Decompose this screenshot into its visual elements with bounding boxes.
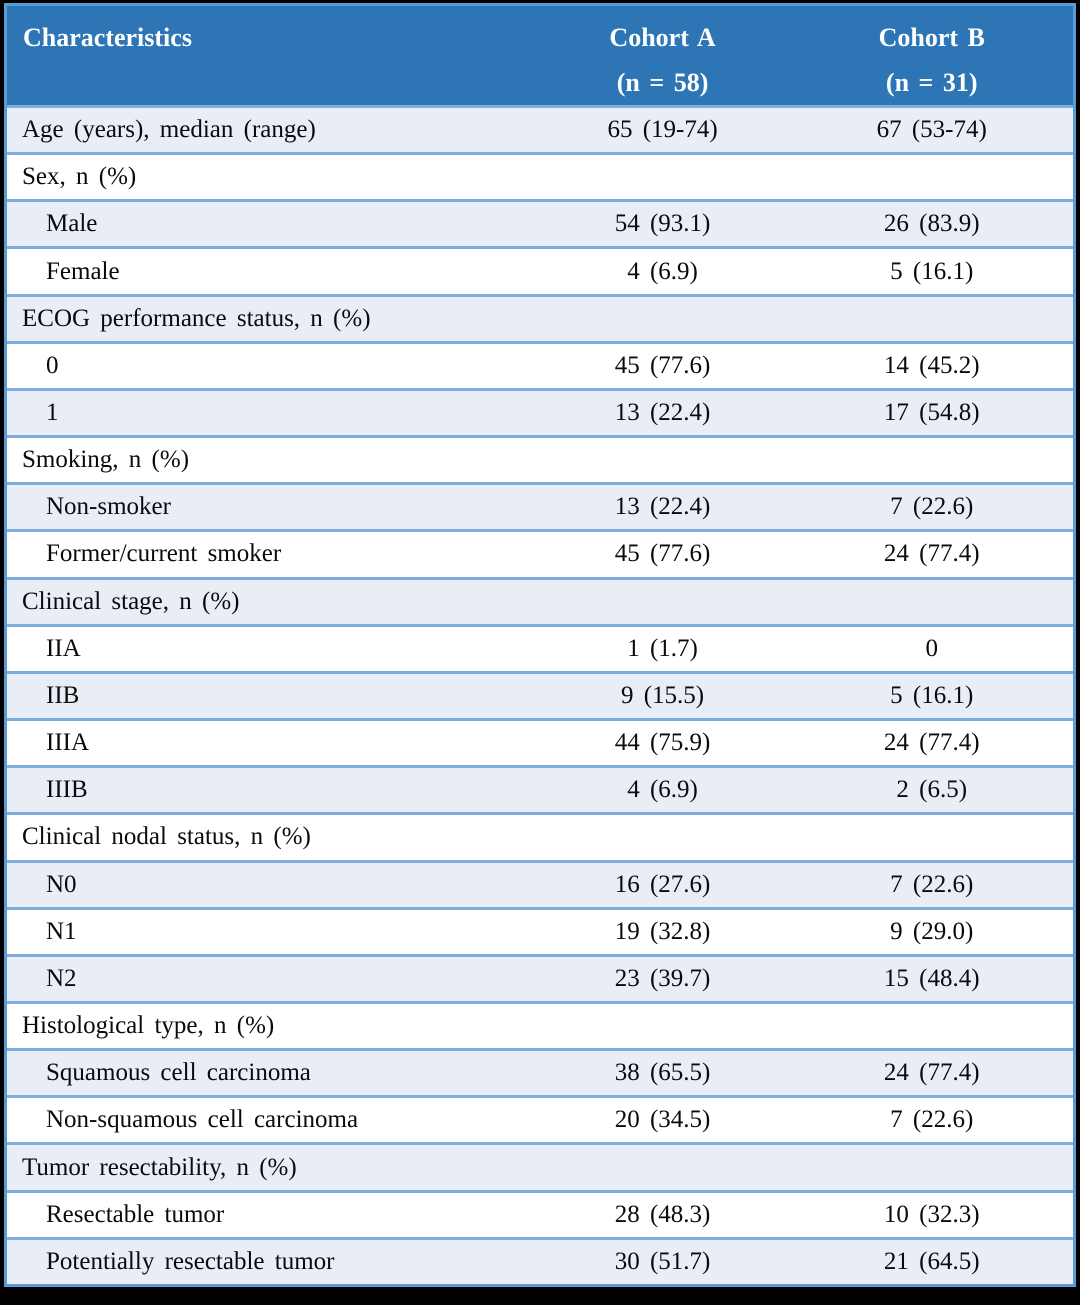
row-label: Resectable tumor	[46, 1200, 225, 1228]
header-characteristics-label: Characteristics	[23, 23, 192, 52]
table-row	[7, 1190, 1073, 1237]
row-label: Female	[46, 257, 120, 285]
row-label: Non-smoker	[46, 493, 171, 521]
table-row	[7, 860, 1073, 907]
table-row	[7, 435, 1073, 482]
row-label: Clinical nodal status, n (%)	[22, 823, 311, 851]
cohort-b-value: 2 (6.5)	[896, 776, 968, 804]
table-row	[7, 482, 1073, 529]
table-row	[7, 529, 1073, 576]
header-cohort-b-title: Cohort B	[878, 23, 985, 52]
row-label: Age (years), median (range)	[22, 116, 316, 144]
cohort-a-value: 54 (93.1)	[614, 210, 711, 238]
table-row	[7, 1237, 1073, 1284]
header-cohort-a-title: Cohort A	[609, 23, 716, 52]
row-label: Histological type, n (%)	[22, 1012, 275, 1040]
table-row	[7, 152, 1073, 199]
cohort-b-value: 24 (77.4)	[883, 540, 980, 568]
row-label: Smoking, n (%)	[22, 446, 190, 474]
cohort-b-value: 14 (45.2)	[883, 351, 980, 379]
row-label: Potentially resectable tumor	[46, 1247, 335, 1275]
header-cohort-a-n: (n = 58)	[616, 68, 709, 97]
table-row	[7, 954, 1073, 1001]
cohort-b-value: 9 (29.0)	[890, 917, 974, 945]
cohort-a-value: 9 (15.5)	[620, 681, 705, 709]
row-label: IIB	[46, 681, 80, 709]
row-label: N0	[46, 870, 77, 898]
cohort-b-value: 5 (16.1)	[890, 681, 974, 709]
row-label: N1	[46, 917, 77, 945]
cohort-b-value: 0	[925, 634, 938, 662]
cohort-b-value: 24 (77.4)	[883, 729, 980, 757]
cohort-a-value: 65 (19-74)	[607, 116, 718, 144]
table-row	[7, 765, 1073, 812]
table-row	[7, 1095, 1073, 1142]
row-label: 0	[46, 351, 59, 379]
cohort-a-value: 28 (48.3)	[614, 1200, 711, 1228]
cohort-b-value: 67 (53-74)	[876, 116, 987, 144]
cohort-a-value: 13 (22.4)	[614, 399, 711, 427]
cohort-a-value: 4 (6.9)	[627, 776, 698, 804]
table-body	[7, 105, 1073, 1284]
cohort-a-value: 13 (22.4)	[614, 493, 711, 521]
cohort-a-value: 44 (75.9)	[614, 729, 711, 757]
header-characteristics	[7, 6, 535, 105]
cohort-a-value: 45 (77.6)	[614, 540, 711, 568]
cohort-a-value: 30 (51.7)	[614, 1247, 711, 1275]
header-cohort-b	[790, 6, 1072, 105]
table-row	[7, 341, 1073, 388]
table-row	[7, 1142, 1073, 1189]
header-cohort-a	[535, 6, 791, 105]
cohort-a-value: 4 (6.9)	[627, 257, 698, 285]
characteristics-table	[4, 3, 1076, 1287]
table-header-row	[7, 6, 1073, 105]
row-label: IIA	[46, 634, 81, 662]
table-row	[7, 718, 1073, 765]
table-row	[7, 294, 1073, 341]
table-row	[7, 105, 1073, 152]
row-label: Squamous cell carcinoma	[46, 1059, 311, 1087]
row-label: ECOG performance status, n (%)	[22, 304, 371, 332]
cohort-b-value: 24 (77.4)	[883, 1059, 980, 1087]
cohort-a-value: 1 (1.7)	[627, 634, 698, 662]
row-label: Tumor resectability, n (%)	[22, 1153, 297, 1181]
table-row	[7, 388, 1073, 435]
header-cohort-b-n: (n = 31)	[885, 68, 978, 97]
cohort-a-value: 45 (77.6)	[614, 351, 711, 379]
row-label: IIIA	[46, 729, 90, 757]
row-label: Non-squamous cell carcinoma	[46, 1106, 359, 1134]
table-row	[7, 246, 1073, 293]
row-label: 1	[46, 399, 59, 427]
cohort-b-value: 10 (32.3)	[883, 1200, 980, 1228]
cohort-b-value: 5 (16.1)	[890, 257, 974, 285]
cohort-b-value: 15 (48.4)	[883, 964, 980, 992]
cohort-a-value: 19 (32.8)	[614, 917, 711, 945]
cohort-b-value: 7 (22.6)	[890, 870, 974, 898]
row-label: N2	[46, 964, 77, 992]
table-row	[7, 907, 1073, 954]
cohort-b-value: 21 (64.5)	[883, 1247, 980, 1275]
row-label: Clinical stage, n (%)	[22, 587, 240, 615]
cohort-a-value: 20 (34.5)	[614, 1106, 711, 1134]
cohort-b-value: 26 (83.9)	[883, 210, 980, 238]
table-row	[7, 1048, 1073, 1095]
cohort-a-value: 38 (65.5)	[614, 1059, 711, 1087]
table-row	[7, 812, 1073, 859]
cohort-b-value: 7 (22.6)	[890, 1106, 974, 1134]
row-label: Former/current smoker	[46, 540, 282, 568]
row-label: IIIB	[46, 776, 88, 804]
table-row	[7, 1001, 1073, 1048]
row-label: Sex, n (%)	[22, 163, 137, 191]
cohort-a-value: 16 (27.6)	[614, 870, 711, 898]
cohort-a-value: 23 (39.7)	[614, 964, 711, 992]
table-row	[7, 577, 1073, 624]
table-row	[7, 671, 1073, 718]
table-row	[7, 199, 1073, 246]
cohort-b-value: 7 (22.6)	[890, 493, 974, 521]
table-row	[7, 624, 1073, 671]
row-label: Male	[46, 210, 98, 238]
cohort-b-value: 17 (54.8)	[883, 399, 980, 427]
